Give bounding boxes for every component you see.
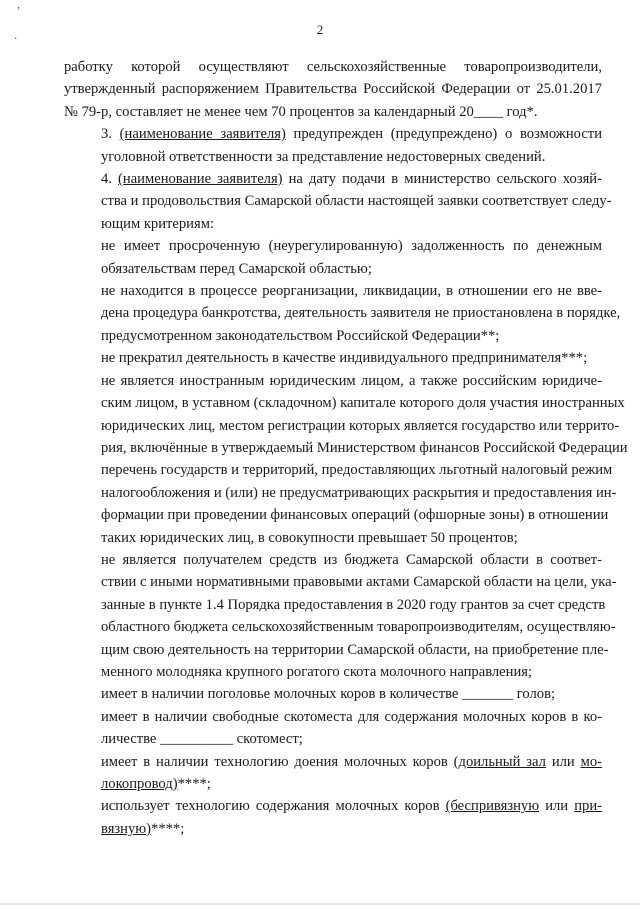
text-run: обязательствам перед Самарской областью; — [101, 260, 372, 277]
page-number: 2 — [316, 22, 324, 37]
text-line — [64, 773, 602, 795]
text-run: щим свою деятельность на территории Самарской области, на приобретение пле- — [101, 641, 609, 658]
paragraph — [64, 347, 602, 369]
text-run: или — [539, 798, 575, 815]
text-run: менного молодняка крупного рогатого скота молочного направления; — [101, 663, 533, 680]
text-line — [64, 728, 602, 750]
text-run: ****; — [151, 820, 185, 837]
text-run: имеет в наличии технологию доения молочных коров — [101, 753, 454, 770]
paragraph — [64, 123, 602, 168]
text-line — [64, 190, 612, 212]
text-line — [64, 78, 602, 100]
paragraph — [64, 235, 602, 280]
underlined-text: при- — [574, 798, 602, 815]
text-run: не является получателем средств из бюджета Самарской области в соответ- — [101, 551, 602, 568]
text-run: не прекратил деятельность в качестве индивидуального предпринимателя***; — [101, 350, 588, 367]
text-run: ским лицом, в уставном (складочном) капитале которого доля участия иностранных — [101, 395, 625, 412]
text-line — [64, 527, 602, 549]
text-run: не является иностранным юридическим лицом, а также российским юридиче- — [101, 372, 602, 389]
text-run: имеет в наличии свободные скотоместа для содержания молочных коров в ко- — [101, 708, 602, 725]
text-run: занные в пункте 1.4 Порядка предоставления в 2020 году грантов за счет средств — [101, 596, 606, 613]
paragraph — [64, 683, 602, 705]
text-run: формации при проведении финансовых операций (офшорные зоны) в отношении — [101, 507, 609, 524]
text-run: перечень государств и территорий, предоставляющих льготный налоговый режим — [101, 462, 613, 479]
text-run: личестве __________ скотомест; — [101, 731, 303, 748]
text-line — [64, 482, 617, 504]
text-line — [64, 101, 602, 123]
text-run: предусмотренном законодательством Российской Федерации**; — [101, 327, 500, 344]
text-run: или — [545, 753, 581, 770]
text-line — [64, 168, 602, 190]
text-run: юридических лиц, местом регистрации которых является государство или террито- — [101, 417, 620, 434]
text-line — [64, 146, 602, 168]
text-line — [64, 795, 602, 817]
text-line — [64, 459, 613, 481]
text-run: предупрежден (предупреждено) о возможности — [285, 126, 602, 143]
paragraph — [64, 370, 628, 549]
paragraph — [64, 168, 612, 235]
text-run: № 79-р, составляет не менее чем 70 процентов за календарный 20____ год*. — [64, 103, 538, 120]
underlined-text: (беспривязную — [445, 798, 540, 815]
margin-mark: · — [14, 34, 18, 45]
margin-mark: ‛ — [17, 6, 21, 17]
text-run: ****; — [177, 776, 211, 792]
text-run: уголовной ответственности за представление недостоверных сведений. — [101, 148, 546, 165]
underlined-text: вязную) — [101, 820, 152, 837]
text-run: использует технологию содержания молочных коров — [101, 798, 446, 815]
text-run: дена процедура банкротства, деятельность заявителя не приостановлена в порядке, — [101, 305, 621, 322]
text-line — [64, 661, 602, 683]
text-line — [64, 370, 602, 392]
text-line — [64, 392, 625, 414]
document-body — [64, 56, 628, 840]
text-run: имеет в наличии поголовье молочных коров в количестве _______ голов; — [101, 686, 556, 703]
text-line — [64, 280, 602, 302]
text-line — [64, 258, 602, 280]
underlined-text: (наименование заявителя) — [118, 171, 283, 188]
text-run: не имеет просроченную (неурегулированную) задолженность по денежным — [101, 238, 602, 255]
text-line — [64, 235, 602, 257]
text-line — [64, 549, 602, 571]
text-line — [64, 213, 602, 235]
text-line — [64, 437, 628, 459]
text-run: на дату подачи в министерство сельского хозяй- — [282, 171, 602, 188]
paragraph — [64, 56, 602, 123]
text-line — [64, 818, 602, 840]
paragraph — [64, 795, 602, 840]
text-line — [64, 123, 602, 145]
underlined-text: (наименование заявителя) — [119, 126, 286, 143]
paragraph — [64, 751, 602, 796]
text-line — [64, 616, 616, 638]
underlined-text: мо- — [580, 753, 603, 770]
text-line — [64, 415, 620, 437]
text-run: налогообложения и (или) не предусматривающих раскрытия и предоставления ин- — [101, 484, 617, 501]
paragraph — [64, 706, 602, 751]
paragraph — [64, 280, 621, 347]
text-line — [64, 347, 602, 369]
text-run: рия, включённые в утверждаемый Министерством финансов Российской Федерации — [101, 439, 628, 456]
text-run: ства и продовольствия Самарской области настоящей заявки соответствует следу- — [101, 193, 612, 210]
paragraph — [64, 549, 617, 683]
text-line — [64, 751, 602, 773]
text-run: 3. — [101, 126, 120, 143]
text-run: таких юридических лиц, в совокупности превышает 50 процентов; — [101, 529, 518, 546]
text-line — [64, 571, 617, 593]
text-line — [64, 706, 602, 728]
text-run: не находится в процессе реорганизации, ликвидации, в отношении его не вве- — [101, 283, 602, 300]
text-line — [64, 504, 609, 526]
underlined-text: локопровод) — [101, 776, 178, 792]
text-run: ющим критериям: — [101, 215, 214, 232]
text-run: ствии с иными нормативными правовыми актами Самарской области на цели, ука- — [101, 574, 617, 591]
text-line — [64, 56, 602, 78]
underlined-text: (доильный зал — [453, 753, 546, 770]
text-line — [64, 683, 602, 705]
text-run: 4. — [101, 171, 119, 188]
text-run: утвержденный распоряжением Правительства Российской Федерации от 25.01.2017 — [64, 81, 602, 98]
text-run: областного бюджета сельскохозяйственным товаропроизводителям, осуществляю- — [101, 619, 616, 636]
text-line — [64, 639, 609, 661]
text-line — [64, 302, 621, 324]
text-line — [64, 325, 602, 347]
text-run: работку которой осуществляют сельскохозяйственные товаропроизводители, — [64, 59, 602, 75]
text-line — [64, 594, 606, 616]
